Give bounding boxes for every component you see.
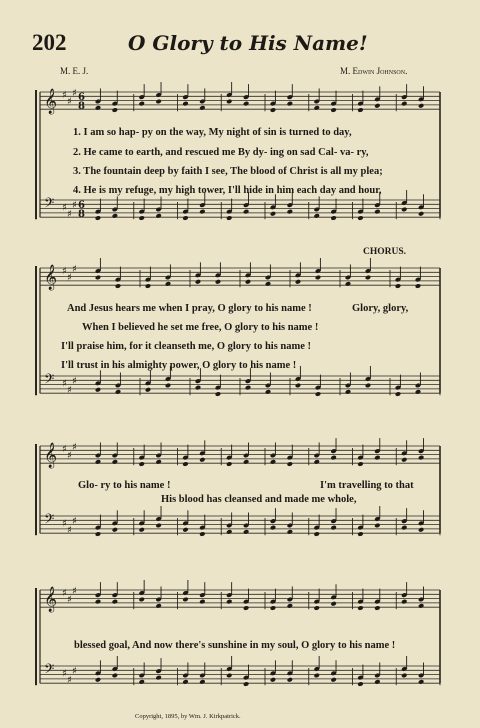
system-2-bass-note-head (115, 389, 121, 395)
lyric-blood-cleansed: His blood has cleansed and made me whole, (161, 494, 357, 505)
system-3-treble-note-head (243, 459, 249, 465)
system-4-treble-sharp-icon: ♯ (72, 585, 77, 597)
system-1-bass-note-head (95, 215, 101, 221)
system-4-treble-clef-icon: 𝄞 (44, 587, 58, 612)
system-1-time-signature: 8 (78, 209, 85, 220)
lyric-glory-to-his-name: Glo- ry to his name ! (78, 480, 171, 491)
system-4-bass-note-head (139, 679, 145, 685)
system-4-bass-sharp-icon: ♯ (67, 674, 72, 686)
system-1-treble-note-head (139, 101, 145, 107)
system-3-treble-sharp-icon: ♯ (67, 450, 72, 462)
system-3-treble-note-head (418, 455, 424, 461)
system-1-treble-sharp-icon: ♯ (72, 87, 77, 99)
system-1-treble-clef-icon: 𝄞 (44, 89, 58, 114)
system-3-treble-note-head (155, 459, 161, 465)
system-3-bass-sharp-icon: ♯ (72, 516, 77, 528)
system-1-bass-note-head (401, 207, 407, 213)
hymn-title: O Glory to His Name! (128, 31, 368, 55)
hymn-number: 202 (32, 30, 67, 55)
system-3-treble-note-head (226, 461, 232, 467)
system-1-bass-note-head (182, 215, 188, 221)
system-2-bass-note-head (95, 387, 101, 393)
system-2-bass-sharp-icon: ♯ (62, 378, 67, 390)
verse-line-6: When I believed he set me free, O glory to his name ! (82, 322, 319, 333)
system-2-treble-note-head (215, 279, 221, 285)
system-1-treble-note-head (287, 101, 293, 107)
system-1-treble-note-head (243, 101, 249, 107)
system-4-treble-note-head (330, 601, 336, 607)
system-1-bass-note-head (330, 215, 336, 221)
system-2-bass-note-head (395, 391, 401, 397)
system-2-treble-note-head (415, 283, 421, 289)
system-3-treble-note-head (330, 455, 336, 461)
system-2-treble-note-head (265, 281, 271, 287)
verse-line-2: 2. He came to earth, and rescued me By dy- ing on sad Cal- va- ry, (73, 147, 369, 158)
system-4-treble-note-head (199, 599, 205, 605)
system-4-bass-sharp-icon: ♯ (72, 666, 77, 678)
system-1-bass-note-head (270, 211, 276, 217)
system-4-bass-note-head (330, 677, 336, 683)
system-1-bass-sharp-icon: ♯ (67, 208, 72, 220)
system-3-treble-note-head (182, 461, 188, 467)
system-2-bass-note-head (245, 385, 251, 391)
verse-line-5: And Jesus hears me when I pray, O glory to his name ! (67, 303, 312, 314)
system-1-bass-note-head (314, 213, 320, 219)
system-4-treble-note-head (418, 603, 424, 609)
system-4-treble-note-head (112, 599, 118, 605)
system-1-treble-note-head (112, 107, 118, 113)
chorus-label: CHORUS. (363, 247, 407, 257)
system-2-treble-note-head (365, 275, 371, 281)
system-3-bass-sharp-icon: ♯ (67, 524, 72, 536)
system-4-treble-note-head (287, 603, 293, 609)
verse-line-4: 4. He is my refuge, my high tower, I'll hide in him each day and hour, (73, 185, 382, 196)
system-1-time-signature: 6 (78, 200, 85, 211)
system-4-treble-note-head (357, 605, 363, 611)
system-2-bass-clef-icon: 𝄢 (44, 371, 55, 390)
lyric-blessed-goal: blessed goal, And now there's sunshine in my soul, O glory to his name ! (74, 640, 396, 651)
system-1-bass-sharp-icon: ♯ (62, 202, 67, 214)
system-1-bass-note-head (112, 213, 118, 219)
system-4-treble-note-head (182, 597, 188, 603)
system-2-bass-sharp-icon: ♯ (67, 384, 72, 396)
system-1-time-signature: 8 (78, 101, 85, 112)
system-4-bass-sharp-icon: ♯ (62, 668, 67, 680)
system-2-bass-note-head (345, 389, 351, 395)
system-1-time-signature: 6 (78, 92, 85, 103)
system-1-bass-note-head (139, 215, 145, 221)
system-4-treble-note-head (139, 597, 145, 603)
system-3-bass-note-head (112, 527, 118, 533)
system-3-bass-note-head (401, 525, 407, 531)
system-1-bass-note-head (418, 211, 424, 217)
system-4-treble-sharp-icon: ♯ (67, 594, 72, 606)
system-3-bass-note-head (95, 531, 101, 537)
system-1-treble-note-head (95, 105, 101, 111)
system-3-bass-note-head (139, 527, 145, 533)
system-1-bass-note-head (357, 215, 363, 221)
system-3-treble-note-head (270, 459, 276, 465)
system-1-treble-sharp-icon: ♯ (67, 96, 72, 108)
system-4-bass-note-head (401, 673, 407, 679)
system-1-bass-note-head (155, 213, 161, 219)
system-4-treble-note-head (95, 599, 101, 605)
system-4-bass-clef-icon: 𝄢 (44, 661, 55, 680)
system-3-bass-note-head (374, 523, 380, 529)
system-3-bass-note-head (226, 529, 232, 535)
system-2-treble-note-head (395, 283, 401, 289)
system-2-bass-note-head (195, 385, 201, 391)
system-4-treble-note-head (270, 605, 276, 611)
system-2-treble-sharp-icon: ♯ (67, 272, 72, 284)
system-2-bass-note-head (365, 383, 371, 389)
system-2-bass-note-head (415, 389, 421, 395)
system-1-treble-note-head (270, 107, 276, 113)
system-3-treble-note-head (357, 461, 363, 467)
system-1-treble-note-head (330, 107, 336, 113)
system-4-treble-sharp-icon: ♯ (62, 588, 67, 599)
system-2-treble-note-head (115, 283, 121, 289)
system-4-treble-note-head (226, 599, 232, 605)
system-3-treble-note-head (401, 457, 407, 463)
system-3-treble-sharp-icon: ♯ (72, 441, 77, 453)
system-2-treble-note-head (195, 279, 201, 285)
system-2-treble-note-head (145, 283, 151, 289)
system-4-bass-note-head (155, 675, 161, 681)
system-2-treble-sharp-icon: ♯ (62, 266, 67, 277)
verse-line-1: 1. I am so hap- py on the way, My night of sin is turned to day, (73, 127, 352, 138)
system-3-treble-note-head (314, 459, 320, 465)
system-3-treble-note-head (95, 459, 101, 465)
system-3-treble-note-head (199, 457, 205, 463)
system-2-treble-note-head (245, 279, 251, 285)
system-4-treble-note-head (155, 603, 161, 609)
system-2-treble-note-head (345, 281, 351, 287)
system-4-bass-note-head (112, 673, 118, 679)
system-2-treble-note-head (165, 281, 171, 287)
system-2-treble-note-head (315, 275, 321, 281)
system-4-bass-note-head (199, 679, 205, 685)
lyric-travelling: I'm travelling to that (320, 480, 414, 491)
system-3-bass-note-head (270, 525, 276, 531)
system-3-bass-note-head (357, 531, 363, 537)
lyricist-credit: M. E. J. (60, 66, 89, 76)
system-4-bass-note-head (357, 681, 363, 687)
system-2-treble-note-head (95, 275, 101, 281)
system-3-bass-note-head (182, 527, 188, 533)
system-2-treble-note-head (295, 279, 301, 285)
system-3-bass-clef-icon: 𝄢 (44, 511, 55, 530)
system-2-treble-sharp-icon: ♯ (72, 263, 77, 275)
system-1-bass-clef-icon: 𝄢 (44, 195, 55, 214)
system-2-bass-sharp-icon: ♯ (72, 376, 77, 388)
system-3-bass-note-head (287, 529, 293, 535)
system-4-treble-note-head (401, 599, 407, 605)
system-4-bass-note-head (95, 677, 101, 683)
system-3-bass-note-head (155, 523, 161, 529)
system-2-bass-note-head (265, 389, 271, 395)
system-3-treble-note-head (139, 461, 145, 467)
system-3-treble-note-head (287, 461, 293, 467)
system-1-treble-note-head (155, 99, 161, 105)
chorus-text-glory: Glory, glory, (352, 303, 409, 314)
system-1-treble-note-head (374, 103, 380, 109)
system-1-bass-note-head (226, 215, 232, 221)
system-1-bass-note-head (374, 209, 380, 215)
system-3-treble-note-head (112, 459, 118, 465)
system-3-treble-note-head (374, 455, 380, 461)
system-2-bass-note-head (295, 383, 301, 389)
system-2-bass-note-head (145, 387, 151, 393)
system-2-bass-note-head (315, 391, 321, 397)
verse-line-3: 3. The fountain deep by faith I see, The blood of Christ is all my plea; (73, 166, 383, 177)
system-3-bass-note-head (199, 531, 205, 537)
system-2-bass-note-head (215, 391, 221, 397)
composer-credit: M. Edwin Johnson. (340, 66, 408, 76)
system-4-bass-note-head (374, 679, 380, 685)
system-4-bass-note-head (270, 677, 276, 683)
system-4-treble-note-head (243, 605, 249, 611)
system-3-treble-sharp-icon: ♯ (62, 444, 67, 455)
system-1-treble-note-head (357, 107, 363, 113)
copyright-notice: Copyright, 1895, by Wm. J. Kirkpatrick. (135, 713, 241, 720)
system-3-bass-note-head (243, 529, 249, 535)
system-1-treble-note-head (401, 101, 407, 107)
system-1-treble-sharp-icon: ♯ (62, 90, 67, 101)
system-3-bass-note-head (418, 527, 424, 533)
system-2-treble-clef-icon: 𝄞 (44, 265, 58, 290)
system-2-bass-note-head (165, 383, 171, 389)
system-1-treble-note-head (418, 103, 424, 109)
verse-line-8: I'll trust in his almighty power, O glory to his name ! (61, 360, 297, 371)
system-1-bass-note-head (243, 209, 249, 215)
system-3-bass-note-head (314, 531, 320, 537)
system-3-bass-note-head (330, 525, 336, 531)
system-1-treble-note-head (199, 105, 205, 111)
system-3-treble-clef-icon: 𝄞 (44, 443, 58, 468)
system-1-bass-note-head (199, 209, 205, 215)
system-1-treble-note-head (314, 105, 320, 111)
system-4-treble-note-head (374, 605, 380, 611)
system-3-bass-sharp-icon: ♯ (62, 518, 67, 530)
system-4-bass-note-head (182, 679, 188, 685)
system-4-bass-note-head (243, 681, 249, 687)
system-1-treble-note-head (182, 101, 188, 107)
system-1-bass-sharp-icon: ♯ (72, 200, 77, 212)
system-4-bass-note-head (314, 673, 320, 679)
system-4-bass-note-head (287, 677, 293, 683)
system-1-treble-note-head (226, 99, 232, 105)
system-4-treble-note-head (314, 605, 320, 611)
system-4-bass-note-head (226, 673, 232, 679)
system-4-bass-note-head (418, 679, 424, 685)
system-1-bass-note-head (287, 209, 293, 215)
verse-line-7: I'll praise him, for it cleanseth me, O glory to his name ! (61, 341, 312, 352)
